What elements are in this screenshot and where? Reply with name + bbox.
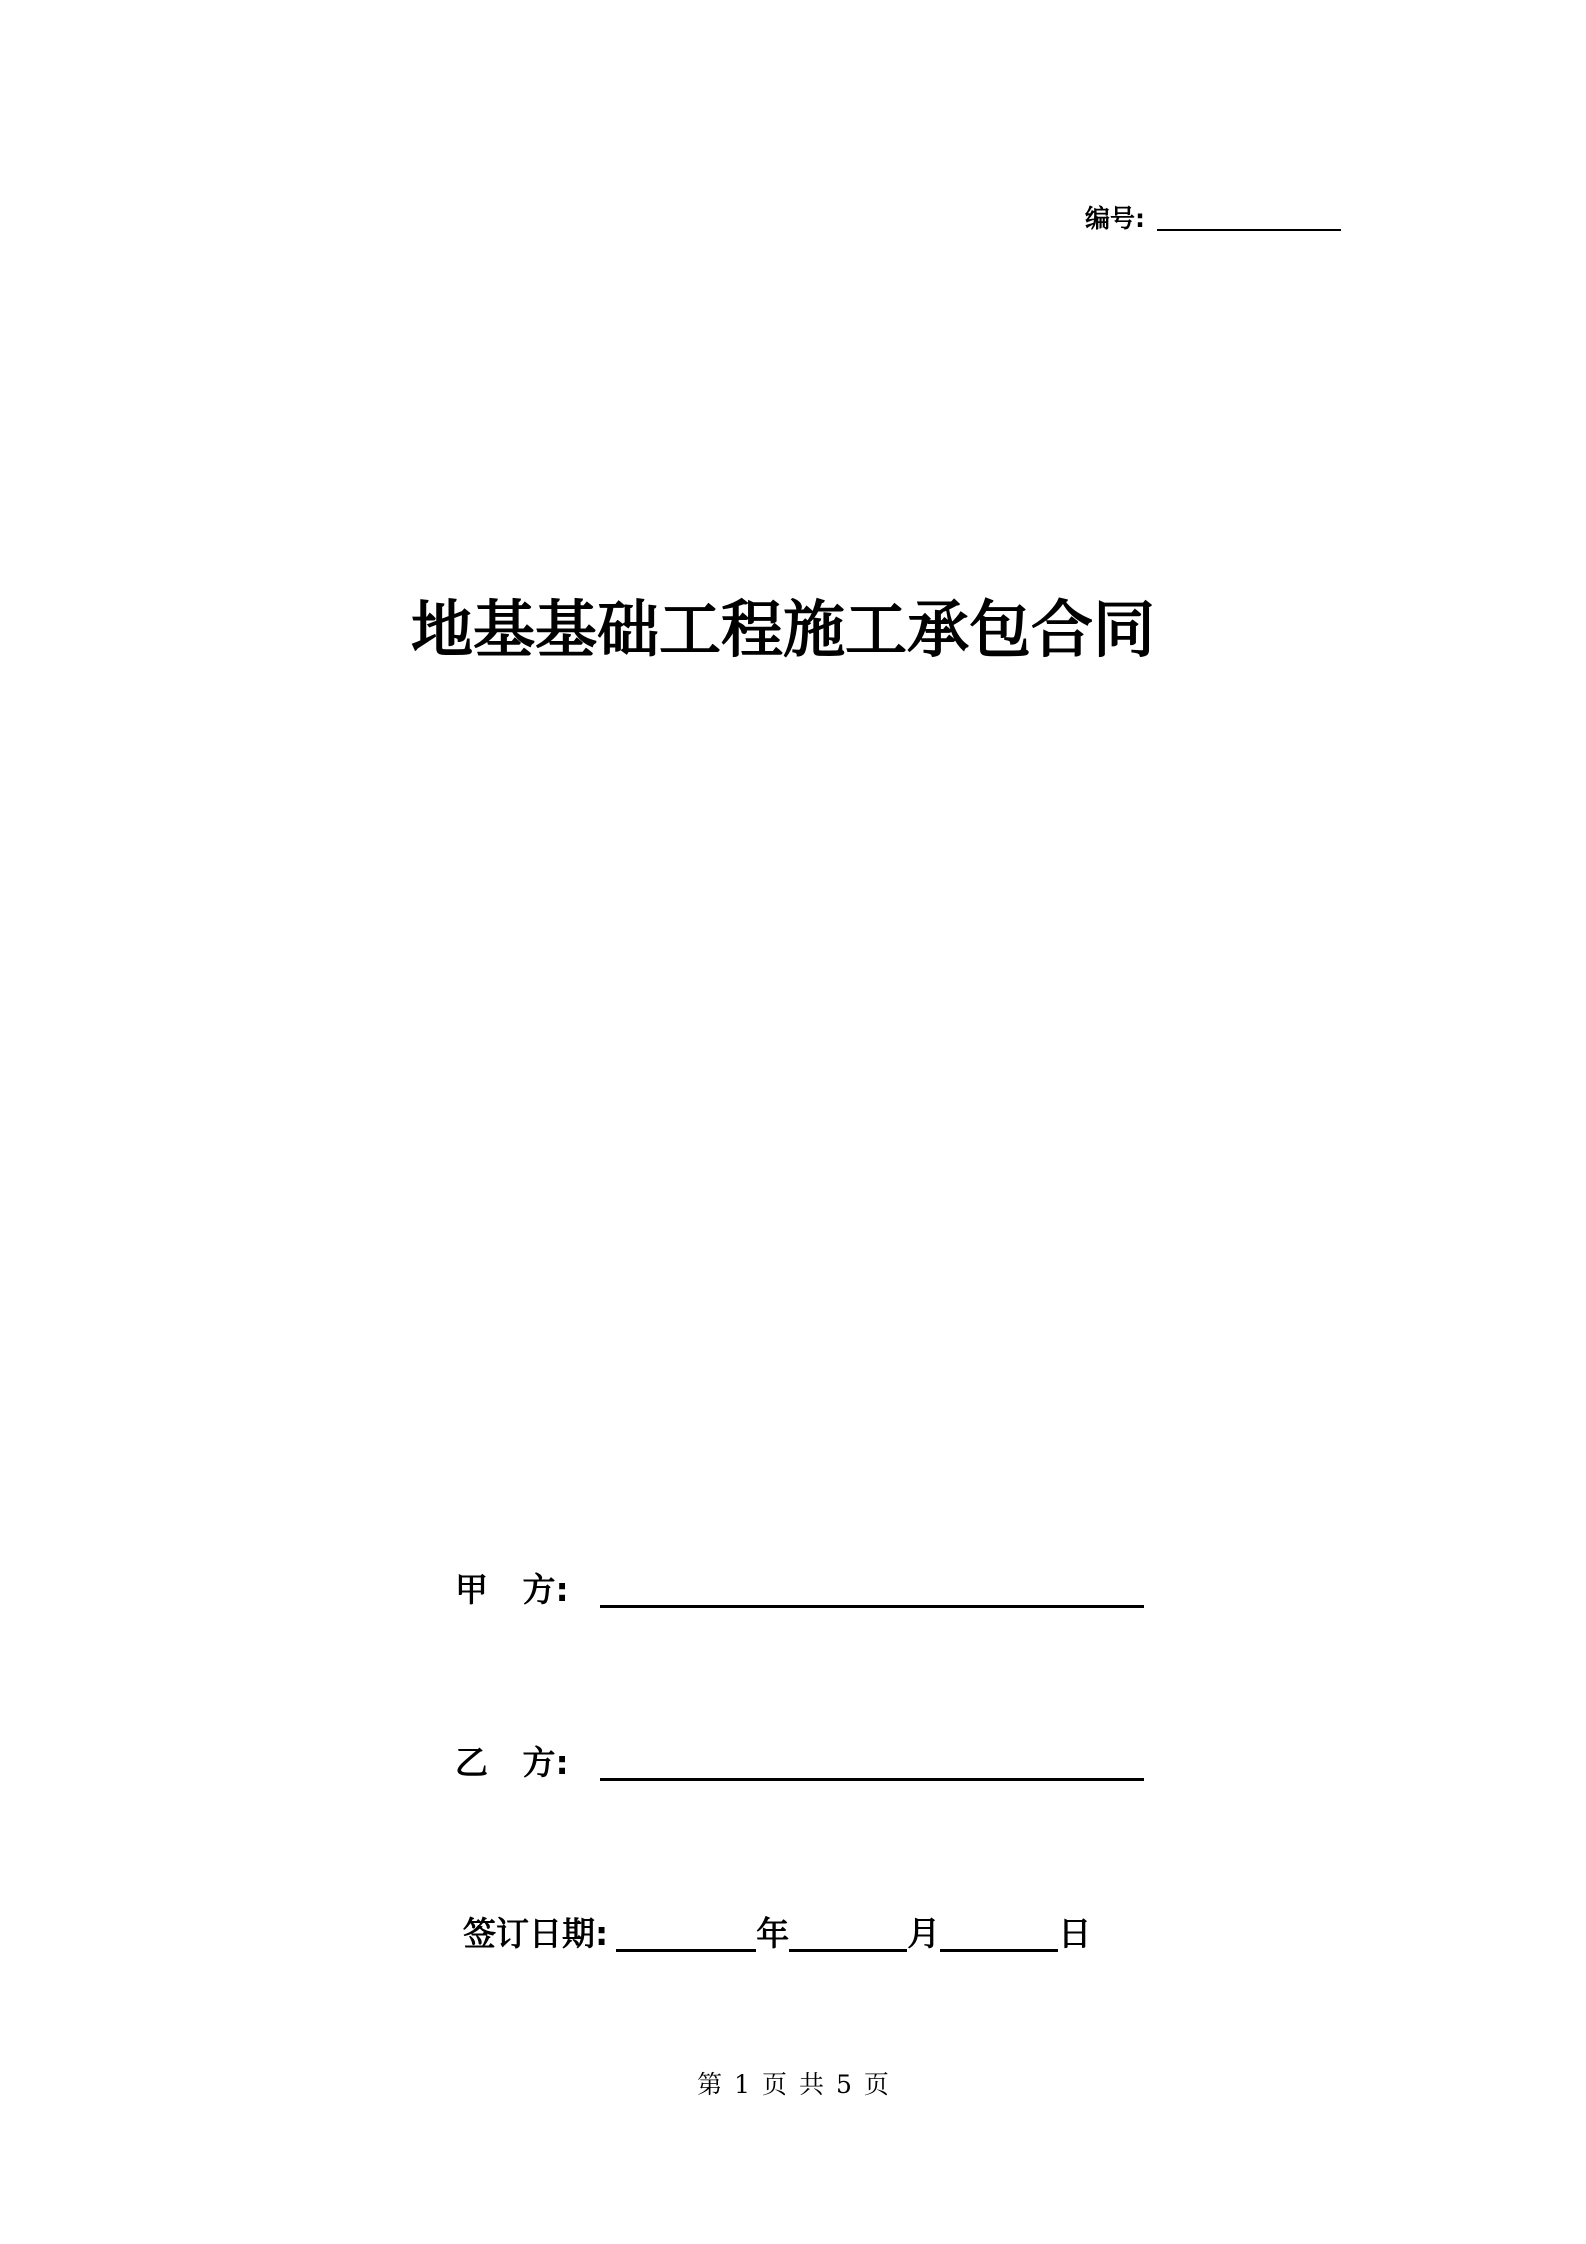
party-b-row [455, 1735, 1144, 1785]
signing-date-row [463, 1906, 1091, 1956]
footer-ye: 页 [761, 2070, 787, 2099]
contract-number-row [1085, 196, 1341, 236]
document-title [0, 590, 1586, 670]
signing-year-blank [616, 1949, 756, 1952]
contract-number-blank [1157, 229, 1341, 231]
footer-di: 第 [697, 2070, 723, 2099]
party-a-row [455, 1562, 1144, 1612]
signing-day-label: 日 [1058, 1914, 1092, 1953]
document-title-text: 地基基础工程施工承包合同 [410, 593, 1155, 666]
signing-year-label: 年 [756, 1914, 790, 1953]
party-b-label: 乙 方: [455, 1743, 569, 1782]
party-b-blank [600, 1778, 1144, 1781]
signing-day-blank [940, 1949, 1058, 1952]
page-footer [0, 2068, 1586, 2102]
footer-page-number: 1 [734, 2070, 750, 2099]
footer-ye-2: 页 [863, 2070, 889, 2099]
signing-date-label: 签订日期: [463, 1914, 609, 1953]
signing-month-blank [789, 1949, 907, 1952]
footer-total-pages: 5 [836, 2070, 852, 2099]
signing-month-label: 月 [907, 1914, 941, 1953]
party-a-label: 甲 方: [455, 1570, 569, 1609]
footer-gong: 共 [799, 2070, 825, 2099]
contract-number-label: 编号: [1085, 204, 1145, 233]
party-a-blank [600, 1605, 1144, 1608]
